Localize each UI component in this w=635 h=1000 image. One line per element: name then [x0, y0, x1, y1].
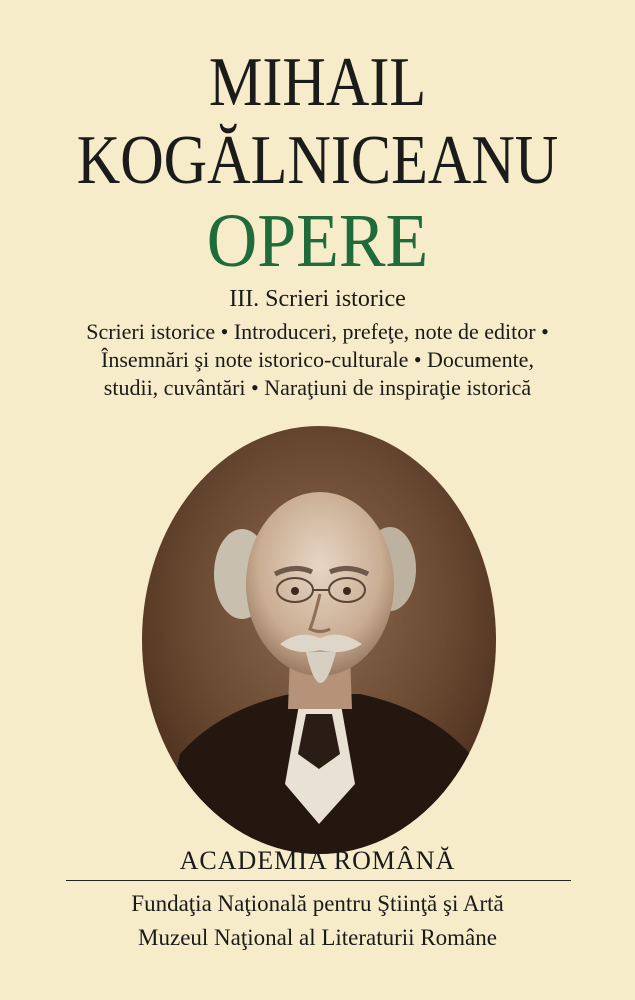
divider: [66, 880, 571, 881]
institution-line: Muzeul Naţional al Literaturii Române: [138, 925, 497, 950]
author-first-name: MIHAIL: [208, 44, 427, 121]
volume-title: III. Scrieri istorice: [229, 286, 406, 312]
institution-line: Fundaţia Naţională pentru Ştiinţă şi Artă: [131, 891, 504, 916]
portrait-image: [140, 424, 498, 856]
author-last-name: KOGĂLNICEANU: [76, 122, 559, 199]
contents-line: studii, cuvântări • Naraţiuni de inspiraţie istorică: [103, 375, 532, 400]
series-title: OPERE: [206, 199, 429, 283]
author-portrait: [140, 424, 498, 856]
publisher-name: ACADEMIA ROMÂNĂ: [179, 846, 456, 875]
contents-line: Însemnări şi note istorico-culturale • Documente,: [101, 347, 534, 372]
contents-list: [0, 318, 635, 402]
contents-line: Scrieri istorice • Introduceri, prefeţe, note de editor •: [86, 319, 549, 344]
